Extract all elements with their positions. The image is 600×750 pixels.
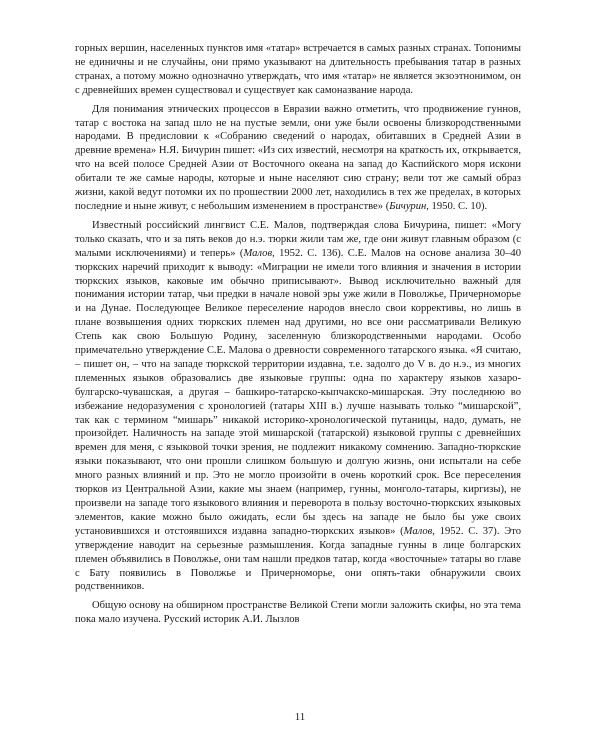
paragraph-text: Известный российский лингвист С.Е. Малов, подтверждая слова Бичурина, пишет: «Могу только сказать, что и за пять веков до н.э. тюрки жили там же, где они живут главным образом (с малыми исключениями) и теперь» ( (75, 219, 521, 259)
citation-author: Малов (243, 247, 273, 259)
citation-author: Бичурин (389, 200, 427, 212)
body-text (75, 42, 521, 627)
paragraph-text: горных вершин, населенных пунктов имя «татар» встречается в самых разных странах. Топонимы не единичны и не случайны, они прямо указывают на длительность пребывания татар в разных странах, а потому можно однозначно утверждать, что имя «татар» не является экзоэтнонимом, он с древнейших времен существовал и существует как самоназвание народа. (75, 43, 521, 96)
paragraph-text: Для понимания этнических процессов в Евразии важно отметить, что продвижение гуннов, татар с востока на запад шло не на пустые земли, они уже были освоены близкородственными народами. В предисловии к «Собранию сведений о народах, обитавших в Средней Азии в древние времена» Н.Я. Бичурин пишет: «Из сих известий, несмотря на краткость их, открывается, что на всей полосе Средней Азии от Восточного океана на запад до Каспийского моря искони обитали те же самые народы, которые и ныне населяют сию страну; вели тот же самый образ жизни, какой ведут потомки их по прошествии 2000 лет, находились в тех же пределах, в которых последние и ныне живут, с небольшим изменением в пространстве» ( (75, 103, 521, 212)
paragraph-text: Общую основу на обширном пространстве Великой Степи могли заложить скифы, но эта тема пока мало изучена. Русский историк А.И. Лызлов (75, 600, 521, 626)
paragraph (75, 599, 521, 627)
paragraph (75, 219, 521, 594)
page-number: 11 (294, 711, 306, 723)
paragraph (75, 42, 521, 98)
citation-author: Малов (403, 525, 433, 537)
paragraph-text: , 1950. С. 10). (426, 200, 488, 212)
paragraph (75, 103, 521, 214)
paragraph-text: , 1952. С. 37). Это утверждение наводит на серьезные размышления. Когда западные гунны в лице болгарских племен объявились в Поволжье, они там нашли предков татар, когда «восточные» татары во главе с Бату появились в Поволжье и Причерноморье, они опять-таки обнаружили своих родственников. (75, 525, 521, 593)
paragraph-text: , 1952. С. 136). С.Е. Малов на основе анализа 30–40 тюркских наречий приходит к выводу: «Миграции не имели того влияния и значения в истории тюркских языков, каковые им обычно приписывают». Вывод исключительно важный для понимания истории татар, чьи предки в начале новой эры уже жили в Поволжье, Причерноморье и на Дунае. Последующее Великое переселение народов внесло свои коррективы, но лишь в плане возвышения одних тюркских племен над другими, но все они рассматривали Великую Степь как свою Большую Родину, заселенную близкородственными народами. Особо примечательно утверждение С.Е. Малова о древности современного татарского языка. «Я считаю, – пишет он, – что на западе тюркской территории издавна, т.е. задолго до V в. до н.э., из многих племенных языков образовались две языковые группы: одна по характеру языков хазаро-булгарско-чувашская, а другая – башкиро-татарско-кыпчакско-мишарская. Эту последнюю во избежание недоразумения с хронологией (татары XIII в.) лучше называть только “мишарской”, так как с термином “мишарь” никакой историко-хронологической путаницы, надо, думать, не произойдет. Наличность на западе этой мишарской (татарской) языковой группы с древнейших времен для меня, с языковой точки зрения, не подлежит никакому сомнению. Западно-тюркские языки показывают, что они прошли слишком большую и долгую жизнь, они испытали на себе много разных влияний и пр. Это не могло произойти в очень короткий срок. Все переселения тюрков из Центральной Азии, какие мы знаем (например, гунны, монголо-татары, киргизы), не произвели на западе того языкового влияния и переворота в пользу восточно-тюркских языковых элементов, какие можно было ожидать, если бы здесь на западе не было бы уже своих установившихся и отстоявшихся издавна западно-тюркских языков» ( (75, 247, 521, 537)
